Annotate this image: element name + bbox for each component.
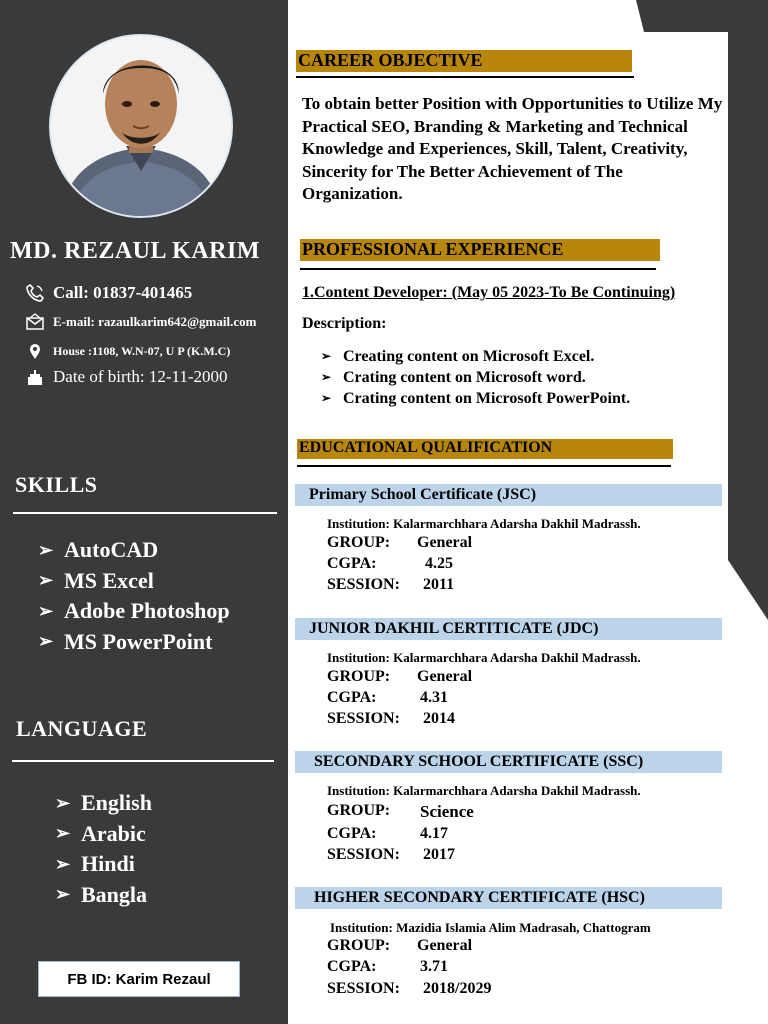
group-label: GROUP: bbox=[327, 802, 391, 819]
language-label: Hindi bbox=[81, 851, 135, 877]
arrow-bullet-icon: ➢ bbox=[321, 391, 332, 405]
sidebar bbox=[0, 0, 288, 1024]
arrow-bullet-icon: ➢ bbox=[38, 570, 54, 591]
call-text: Call: 01837-401465 bbox=[53, 283, 193, 302]
arrow-bullet-icon: ➢ bbox=[55, 823, 71, 844]
institution-text: Institution: Mazidia Islamia Alim Madrasah, Chattogram bbox=[330, 920, 651, 935]
list-item bbox=[38, 596, 230, 627]
list-item bbox=[55, 788, 152, 819]
group-row bbox=[327, 802, 474, 822]
session-label: SESSION: bbox=[327, 576, 400, 593]
group-value: Science bbox=[420, 802, 474, 821]
skill-label: AutoCAD bbox=[64, 537, 159, 563]
language-title: LANGUAGE bbox=[16, 716, 148, 741]
skill-label: MS PowerPoint bbox=[64, 628, 213, 654]
address-row bbox=[25, 341, 230, 361]
group-value: General bbox=[417, 937, 473, 954]
certificate-title: Primary School Certificate (JSC) bbox=[295, 484, 722, 506]
group-row bbox=[327, 668, 472, 686]
cgpa-value: 4.17 bbox=[420, 825, 448, 842]
arrow-bullet-icon: ➢ bbox=[321, 349, 332, 363]
institution-text: Institution: Kalarmarchhara Adarsha Dakhil Madrassh. bbox=[327, 650, 641, 665]
experience-item: Crating content on Microsoft word. bbox=[343, 368, 586, 386]
address-text: House :1108, W.N-07, U P (K.M.C) bbox=[53, 343, 231, 358]
cgpa-label: CGPA: bbox=[327, 689, 377, 706]
career-objective-text: To obtain better Position with Opportunities to Utilize My Practical SEO, Branding & Marketing and Technical Knowledge and Experiences, Skill, Talent, Creativity, Sincerity for The Better Achievement of The Organization. bbox=[302, 94, 723, 203]
cgpa-row bbox=[327, 825, 448, 843]
career-objective-heading: CAREER OBJECTIVE bbox=[296, 50, 632, 72]
arrow-bullet-icon: ➢ bbox=[38, 539, 54, 560]
list-item bbox=[38, 566, 230, 597]
person-avatar-icon bbox=[51, 36, 231, 216]
cgpa-value: 3.71 bbox=[420, 958, 448, 975]
session-value: 2011 bbox=[423, 576, 455, 593]
list-item bbox=[38, 627, 230, 658]
education-heading: EDUCATIONAL QUALIFICATION bbox=[297, 439, 673, 459]
language-label: Bangla bbox=[81, 881, 148, 907]
skills-title: SKILLS bbox=[15, 472, 98, 497]
cgpa-label: CGPA: bbox=[327, 825, 377, 842]
session-label: SESSION: bbox=[327, 710, 400, 727]
arrow-bullet-icon: ➢ bbox=[55, 792, 71, 813]
cgpa-row bbox=[327, 689, 448, 707]
list-item bbox=[321, 388, 630, 409]
certificate-title: JUNIOR DAKHIL CERTITICATE (JDC) bbox=[295, 618, 722, 640]
group-label: GROUP: bbox=[327, 668, 391, 685]
skills-list bbox=[38, 535, 230, 657]
institution-text: Institution: Kalarmarchhara Adarsha Dakhil Madrassh. bbox=[327, 516, 641, 531]
language-label: English bbox=[81, 790, 152, 816]
session-value: 2014 bbox=[423, 710, 455, 727]
arrow-bullet-icon: ➢ bbox=[38, 631, 54, 652]
person-name: MD. REZAUL KARIM bbox=[10, 238, 261, 264]
session-label: SESSION: bbox=[327, 846, 400, 863]
list-item bbox=[321, 346, 630, 367]
language-label: Arabic bbox=[81, 820, 146, 846]
group-row bbox=[327, 534, 472, 552]
experience-title: 1.Content Developer: (May 05 2023-To Be Continuing) bbox=[302, 284, 676, 301]
skill-label: MS Excel bbox=[64, 567, 154, 593]
email-row bbox=[25, 312, 256, 332]
skills-divider bbox=[13, 512, 277, 514]
session-row bbox=[327, 846, 455, 864]
group-value: General bbox=[417, 534, 473, 551]
session-row bbox=[327, 710, 455, 728]
institution-text: Institution: Kalarmarchhara Adarsha Dakhil Madrassh. bbox=[327, 783, 641, 798]
cgpa-label: CGPA: bbox=[327, 555, 377, 572]
cgpa-row bbox=[327, 958, 448, 976]
email-icon bbox=[25, 312, 45, 332]
session-row bbox=[327, 576, 454, 594]
location-pin-icon bbox=[25, 341, 45, 361]
list-item bbox=[55, 819, 152, 850]
list-item bbox=[321, 367, 630, 388]
dob-text: Date of birth: 12-11-2000 bbox=[53, 367, 228, 386]
session-value: 2018/2029 bbox=[423, 980, 492, 997]
session-value: 2017 bbox=[423, 846, 455, 863]
session-label: SESSION: bbox=[327, 980, 400, 997]
group-label: GROUP: bbox=[327, 937, 391, 954]
phone-icon bbox=[25, 283, 45, 303]
list-item bbox=[38, 535, 230, 566]
dob-row bbox=[25, 367, 228, 387]
list-item bbox=[55, 880, 152, 911]
cgpa-row bbox=[327, 555, 453, 573]
cgpa-value: 4.31 bbox=[420, 689, 448, 706]
cgpa-value: 4.25 bbox=[425, 555, 453, 572]
description-label: Description: bbox=[302, 315, 387, 332]
birthday-cake-icon bbox=[25, 367, 45, 387]
certificate-title: HIGHER SECONDARY CERTIFICATE (HSC) bbox=[295, 887, 722, 909]
group-row bbox=[327, 937, 472, 955]
arrow-bullet-icon: ➢ bbox=[38, 600, 54, 621]
experience-item: Crating content on Microsoft PowerPoint. bbox=[343, 389, 631, 407]
group-label: GROUP: bbox=[327, 534, 391, 551]
email-text: E-mail: razaulkarim642@gmail.com bbox=[53, 314, 257, 329]
objective-divider bbox=[296, 76, 634, 78]
arrow-bullet-icon: ➢ bbox=[321, 370, 332, 384]
education-divider bbox=[297, 465, 671, 467]
experience-list bbox=[321, 346, 630, 409]
list-item bbox=[55, 849, 152, 880]
call-row bbox=[25, 283, 192, 303]
session-row bbox=[327, 980, 491, 998]
arrow-bullet-icon: ➢ bbox=[55, 853, 71, 874]
certificate-title: SECONDARY SCHOOL CERTIFICATE (SSC) bbox=[295, 751, 722, 773]
experience-item: Creating content on Microsoft Excel. bbox=[343, 347, 595, 365]
language-list bbox=[55, 788, 152, 910]
arrow-bullet-icon: ➢ bbox=[55, 884, 71, 905]
experience-divider bbox=[300, 268, 656, 270]
fb-id-box: FB ID: Karim Rezaul bbox=[38, 961, 240, 997]
experience-heading: PROFESSIONAL EXPERIENCE bbox=[300, 239, 660, 261]
skill-label: Adobe Photoshop bbox=[64, 598, 230, 624]
cgpa-label: CGPA: bbox=[327, 958, 377, 975]
language-divider bbox=[12, 760, 274, 762]
group-value: General bbox=[417, 668, 473, 685]
profile-photo bbox=[49, 34, 233, 218]
